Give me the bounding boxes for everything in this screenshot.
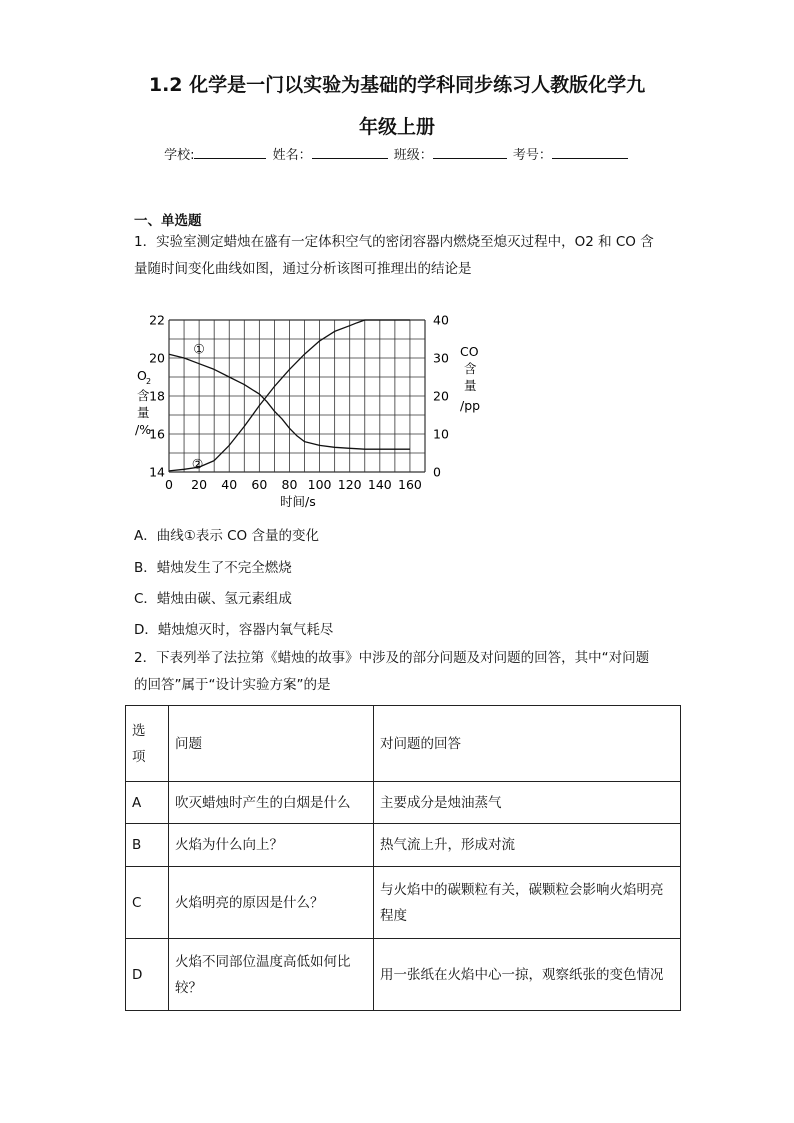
name-label: 姓名： [272,148,312,163]
header-question: 问题 [169,706,374,782]
student-info-fields [0,144,794,163]
y-right-tick-label: 0 [433,464,441,480]
y-right-tick-label: 10 [433,426,449,442]
exam-number-label: 考号： [512,148,552,163]
y-right-tick-label: 40 [433,312,449,328]
school-blank[interactable] [194,146,266,159]
x-tick-label: 140 [367,477,392,492]
x-tick-label: 160 [398,477,422,492]
y-right-label-3: /pp [460,398,481,413]
y-right-label-2: 量 [464,378,477,393]
header-answer: 对问题的回答 [374,706,681,782]
y-right-label-0: CO [460,344,479,359]
y-left-tick-label: 20 [149,350,165,366]
y-left-label-1: 含 [137,388,150,403]
section-heading: 一、单选题 [134,213,202,229]
school-label: 学校: [164,148,195,163]
y-right-label-1: 含 [464,361,477,376]
x-tick-label: 40 [221,477,238,492]
o2-co-chart [125,305,495,515]
exam-number-blank[interactable] [552,146,628,159]
row-question: 火焰明亮的原因是什么？ [169,867,374,939]
question-1-option-c[interactable]: C．蜡烛由碳、氢元素组成 [134,591,292,607]
row-question: 火焰为什么向上？ [169,824,374,867]
y-left-label-2: 量 [137,405,150,420]
question-2-stem [134,645,674,699]
question-2-line1: 2．下表列举了法拉第《蜡烛的故事》中涉及的部分问题及对问题的回答，其中“对问题 [134,650,650,666]
question-1-option-b[interactable]: B．蜡烛发生了不完全燃烧 [134,560,292,576]
table-row [126,867,681,939]
y-left-tick-label: 18 [149,388,165,404]
x-tick-label: 80 [281,477,298,492]
row-answer: 热气流上升，形成对流 [374,824,681,867]
table-row [126,939,681,1011]
row-option: A [126,782,169,824]
question-1-line1: 1．实验室测定蜡烛在盛有一定体积空气的密闭容器内燃烧至熄灭过程中，O2 和 CO 含 [134,234,654,250]
y-left-label-sub: 2 [146,377,152,386]
row-option: D [126,939,169,1011]
curve-label-1: ① [193,342,205,358]
y-right-tick-label: 20 [433,388,449,404]
question-1-stem [134,229,674,283]
question-1-option-a[interactable]: A．曲线①表示 CO 含量的变化 [134,528,319,544]
row-question: 火焰不同部位温度高低如何比较？ [169,939,374,1011]
question-2-table [125,705,681,1011]
table-header-row [126,706,681,782]
y-left-label-3: /% [135,422,152,437]
y-left-tick-label: 14 [149,464,165,480]
row-option: C [126,867,169,939]
table-row [126,782,681,824]
class-blank[interactable] [433,146,507,159]
row-answer: 用一张纸在火焰中心一掠，观察纸张的变色情况 [374,939,681,1011]
doc-title-line1: 1.2 化学是一门以实验为基础的学科同步练习人教版化学九 [148,74,646,96]
x-tick-label: 60 [251,477,268,492]
x-tick-label: 120 [337,477,362,492]
x-axis-label: 时间/s [280,494,316,509]
curve-label-2: ② [191,457,204,473]
y-left-axis-label [135,368,151,437]
question-1-line2: 量随时间变化曲线如图，通过分析该图可推理出的结论是 [134,261,472,277]
class-label: 班级： [393,148,433,163]
table-row [126,824,681,867]
header-option: 选项 [126,706,169,782]
row-answer: 与火焰中的碳颗粒有关，碳颗粒会影响火焰明亮程度 [374,867,681,939]
row-option: B [126,824,169,867]
x-tick-label: 0 [165,477,173,492]
question-2-line2: 的回答”属于“设计实验方案”的是 [134,677,331,693]
doc-title-line2: 年级上册 [358,116,435,138]
row-answer: 主要成分是烛油蒸气 [374,782,681,824]
x-tick-label: 100 [307,477,332,492]
y-left-label-o: O [137,368,147,383]
name-blank[interactable] [312,146,388,159]
y-right-tick-label: 30 [433,350,449,366]
x-tick-label: 20 [191,477,208,492]
row-question: 吹灭蜡烛时产生的白烟是什么 [169,782,374,824]
y-left-tick-label: 22 [149,312,165,328]
y-left-tick-label: 16 [149,426,165,442]
y-right-axis-label [460,344,480,413]
question-1-option-d[interactable]: D．蜡烛熄灭时，容器内氧气耗尽 [134,622,334,638]
